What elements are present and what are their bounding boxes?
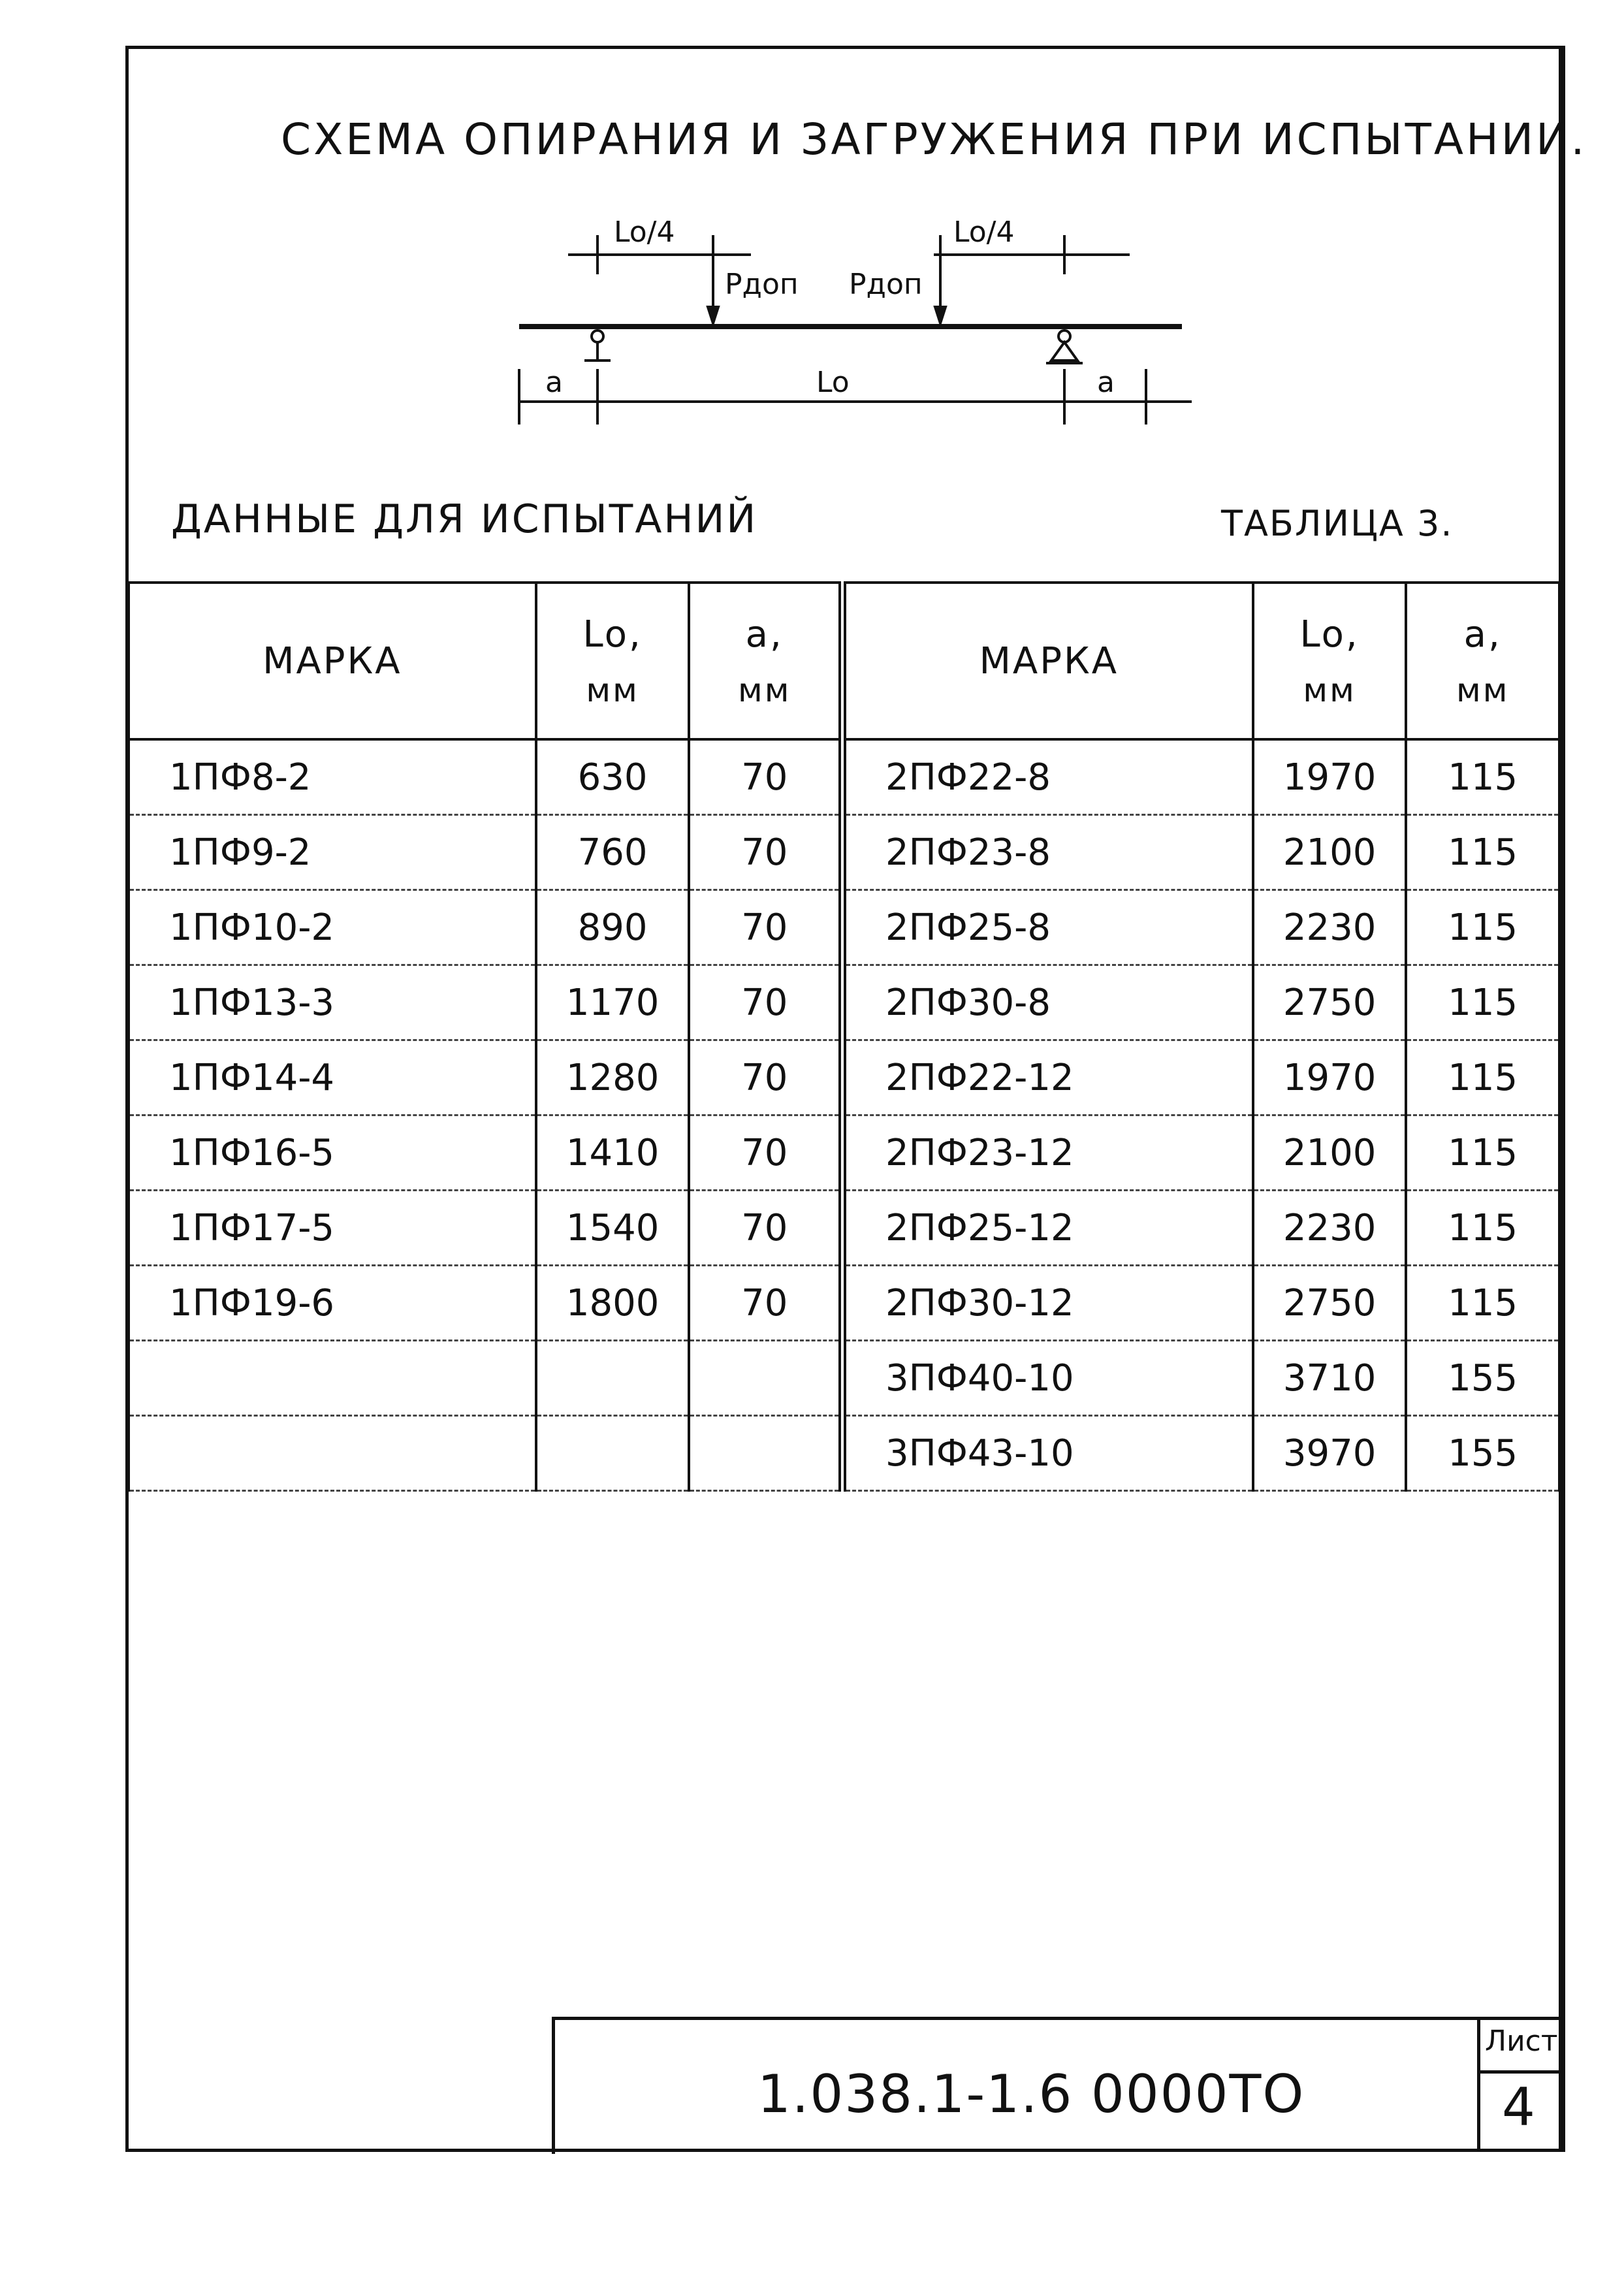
header-mark-left: МАРКА [129,583,536,739]
cell-lo-left: 1540 [536,1191,690,1266]
cell-lo-right: 3970 [1253,1416,1407,1491]
cell-lo-right: 2100 [1253,815,1407,890]
cell-lo-right: 3710 [1253,1341,1407,1416]
document-code: 1.038.1-1.6 0000ТО [757,2064,1305,2125]
cell-a-left: 70 [689,739,842,815]
cell-lo-left: 630 [536,739,690,815]
cell-lo-left: 1410 [536,1115,690,1191]
lq-right-label: Lo/4 [953,216,1015,249]
cell-mark-left: 1ПФ14-4 [129,1040,536,1115]
cell-mark-left [129,1341,536,1416]
span-label: Lo [816,366,850,399]
cell-mark-right: 2ПФ23-12 [842,1115,1253,1191]
table-header-row [129,583,1559,739]
cell-a-right: 115 [1406,890,1559,965]
cell-a-right: 115 [1406,815,1559,890]
cell-a-left [689,1416,842,1491]
cell-a-left [689,1341,842,1416]
cell-mark-left: 1ПФ9-2 [129,815,536,890]
cell-mark-left [129,1416,536,1491]
table-row [129,815,1559,890]
cell-lo-right: 2230 [1253,890,1407,965]
cell-a-left: 70 [689,815,842,890]
cell-mark-right: 2ПФ23-8 [842,815,1253,890]
cell-mark-left: 1ПФ10-2 [129,890,536,965]
cell-a-right: 115 [1406,1115,1559,1191]
header-mark-right: МАРКА [842,583,1253,739]
cell-lo-left: 1170 [536,965,690,1040]
table-row [129,1341,1559,1416]
cell-mark-right: 2ПФ30-12 [842,1266,1253,1341]
table-label: ТАБЛИЦА 3. [1221,503,1454,544]
cell-a-right: 115 [1406,1191,1559,1266]
cell-mark-left: 1ПФ13-3 [129,965,536,1040]
cell-a-right: 115 [1406,1266,1559,1341]
p-left-label: Pдоп [725,268,799,301]
cell-lo-left [536,1341,690,1416]
header-a-right: a, мм [1406,583,1559,739]
cell-mark-right: 2ПФ25-8 [842,890,1253,965]
sheet-number: 4 [1502,2077,1535,2138]
table-row [129,1266,1559,1341]
cell-mark-left: 1ПФ8-2 [129,739,536,815]
header-a-left: a, мм [689,583,842,739]
table-row [129,1040,1559,1115]
frame-right-rule [1562,46,1565,2152]
cell-a-left: 70 [689,965,842,1040]
cell-lo-left: 1800 [536,1266,690,1341]
cell-a-left: 70 [689,1266,842,1341]
table-row [129,1416,1559,1491]
table-row [129,890,1559,965]
cell-lo-right: 1970 [1253,1040,1407,1115]
p-right-label: Pдоп [849,268,923,301]
table-caption: ДАННЫЕ ДЛЯ ИСПЫТАНИЙ [171,496,758,542]
sheet-label: Лист [1485,2025,1558,2058]
test-data-table [127,581,1561,1492]
page-title: СХЕМА ОПИРАНИЯ И ЗАГРУЖЕНИЯ ПРИ ИСПЫТАНИИ. [281,114,1587,165]
cell-a-left: 70 [689,1115,842,1191]
table-row [129,739,1559,815]
cell-mark-left: 1ПФ19-6 [129,1266,536,1341]
support-left [592,330,603,342]
cell-mark-right: 2ПФ25-12 [842,1191,1253,1266]
cell-a-left: 70 [689,890,842,965]
cell-mark-right: 2ПФ22-12 [842,1040,1253,1115]
table-row [129,1115,1559,1191]
table-row [129,1191,1559,1266]
cell-mark-right: 2ПФ30-8 [842,965,1253,1040]
a-left-label: a [545,366,563,399]
cell-mark-right: 3ПФ43-10 [842,1416,1253,1491]
cell-lo-right: 1970 [1253,739,1407,815]
a-right-label: a [1097,366,1115,399]
cell-a-left: 70 [689,1040,842,1115]
header-lo-left: Lo, мм [536,583,690,739]
cell-a-right: 115 [1406,1040,1559,1115]
cell-a-right: 115 [1406,739,1559,815]
table-row [129,965,1559,1040]
cell-lo-left [536,1416,690,1491]
cell-a-left: 70 [689,1191,842,1266]
header-lo-right: Lo, мм [1253,583,1407,739]
sheet-divider [1477,2070,1562,2074]
cell-mark-right: 2ПФ22-8 [842,739,1253,815]
cell-lo-right: 2100 [1253,1115,1407,1191]
cell-lo-right: 2750 [1253,965,1407,1040]
cell-lo-left: 760 [536,815,690,890]
cell-a-right: 155 [1406,1341,1559,1416]
cell-a-right: 115 [1406,965,1559,1040]
lq-left-label: Lo/4 [614,216,675,249]
cell-lo-right: 2230 [1253,1191,1407,1266]
loading-scheme-diagram [509,202,1202,444]
cell-lo-left: 890 [536,890,690,965]
cell-mark-left: 1ПФ16-5 [129,1115,536,1191]
cell-a-right: 155 [1406,1416,1559,1491]
cell-lo-right: 2750 [1253,1266,1407,1341]
cell-mark-right: 3ПФ40-10 [842,1341,1253,1416]
cell-lo-left: 1280 [536,1040,690,1115]
cell-mark-left: 1ПФ17-5 [129,1191,536,1266]
